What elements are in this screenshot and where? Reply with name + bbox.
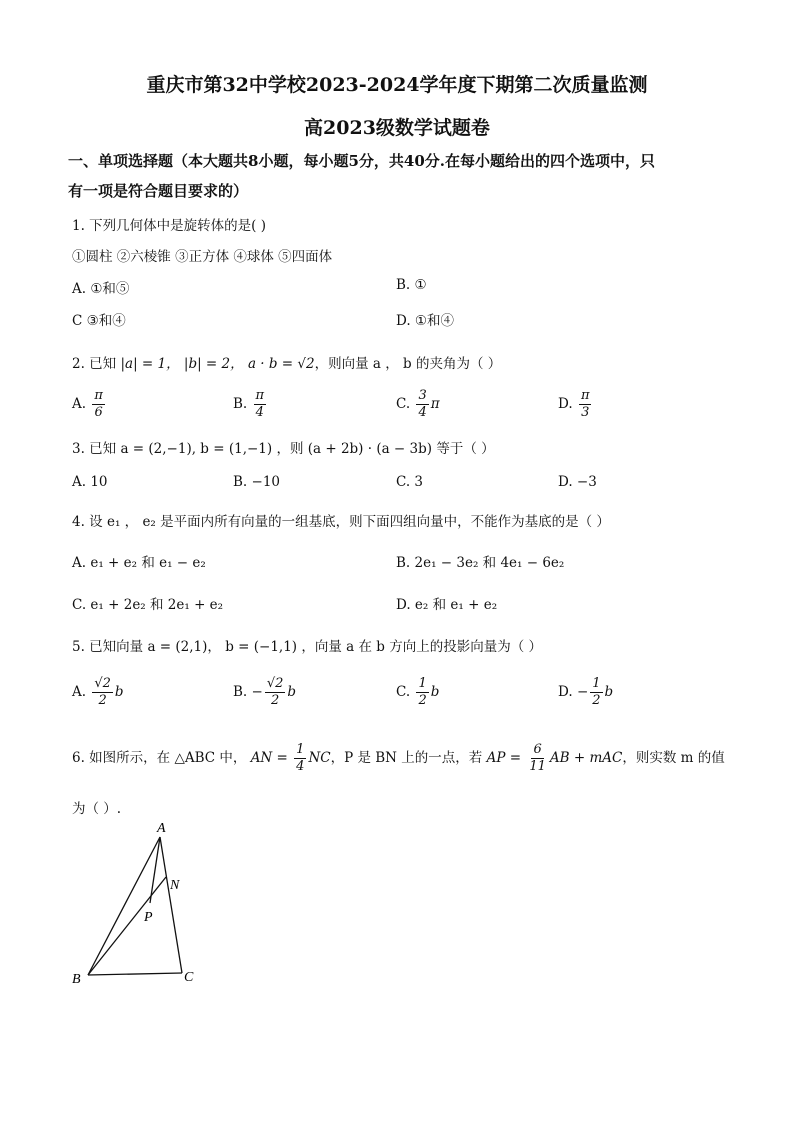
q2-b-num: π xyxy=(255,388,265,403)
q2-b-frac xyxy=(254,388,267,421)
q6-ab-tail: AB + mAC xyxy=(549,750,623,766)
q5-b-label: B. xyxy=(233,684,248,700)
q2-suffix: ，则向量 a ， b 的夹角为（ ） xyxy=(314,356,502,372)
side-bc xyxy=(88,973,182,975)
q5-d-tail: b xyxy=(604,684,614,700)
q2-c-den: 4 xyxy=(418,405,427,420)
q5-c-label: C. xyxy=(396,684,411,700)
q2-cond-a: |a| = 1， xyxy=(120,356,180,372)
q5-b-den: 2 xyxy=(270,693,280,708)
q2-c-num: 3 xyxy=(418,388,427,403)
q4-option-a: A. e₁ + e₂ 和 e₁ − e₂ xyxy=(72,555,206,571)
q6-part1: 6. 如图所示，在 △ABC 中， xyxy=(72,750,247,766)
q5-d-frac xyxy=(590,676,602,709)
side-ab xyxy=(88,837,160,975)
q5-b-frac xyxy=(265,676,286,709)
q3-option-c: C. 3 xyxy=(396,474,424,490)
q6-frac2-den: 11 xyxy=(529,759,546,774)
q5-option-b xyxy=(233,676,296,709)
q6-stem xyxy=(72,742,725,775)
q6-part3: ，则实数 m 的值 xyxy=(622,750,725,766)
q2-c-label: C. xyxy=(396,396,411,412)
q3-option-a: A. 10 xyxy=(72,474,108,490)
q2-d-label: D. xyxy=(558,396,573,412)
q6-frac2 xyxy=(527,742,548,775)
label-c: C xyxy=(184,970,194,985)
q1-option-b: B. ① xyxy=(396,277,427,293)
q4-stem: 4. 设 e₁ ， e₂ 是平面内所有向量的一组基底，则下面四组向量中，不能作为基底的是（ ） xyxy=(72,514,610,530)
q6-part2: ，P 是 BN 上的一点，若 xyxy=(330,750,483,766)
q2-c-tail: π xyxy=(430,396,440,412)
section-heading-line2: 有一项是符合题目要求的） xyxy=(68,182,249,200)
q3-option-b: B. −10 xyxy=(233,474,280,490)
q6-ap: AP = xyxy=(486,750,522,766)
triangle-figure xyxy=(60,815,220,995)
section-heading-line1: 一、单项选择题（本大题共8小题，每小题5分，共40分.在每小题给出的四个选项中，只 xyxy=(68,152,655,170)
q5-c-den: 2 xyxy=(418,693,427,708)
q5-b-num: √2 xyxy=(266,676,284,691)
q5-a-frac xyxy=(92,676,113,709)
side-ac xyxy=(160,837,182,973)
q5-c-tail: b xyxy=(430,684,440,700)
q5-b-sign: − xyxy=(251,684,263,700)
q2-a-num: π xyxy=(94,388,103,403)
q6-frac1-den: 4 xyxy=(296,759,305,774)
q5-option-d xyxy=(558,676,613,709)
q5-b-tail: b xyxy=(287,684,297,700)
triangle-lines xyxy=(88,837,182,975)
q2-prefix: 2. 已知 xyxy=(72,356,117,372)
q2-cond-dot: a · b = √2 xyxy=(247,356,315,372)
q5-a-tail: b xyxy=(114,684,124,700)
exam-title-line1: 重庆市第32中学校2023-2024学年度下期第二次质量监测 xyxy=(146,74,648,96)
q1-items: ①圆柱 ②六棱锥 ③正方体 ④球体 ⑤四面体 xyxy=(72,249,333,265)
q6-an: AN = xyxy=(250,750,288,766)
q5-d-den: 2 xyxy=(592,693,601,708)
q6-frac2-num: 6 xyxy=(533,742,542,757)
q2-a-den: 6 xyxy=(94,405,103,420)
q2-d-num: π xyxy=(580,388,590,403)
q2-a-label: A. xyxy=(72,396,87,412)
q2-b-label: B. xyxy=(233,396,248,412)
q1-option-c: C ③和④ xyxy=(72,313,126,329)
label-a: A xyxy=(157,821,166,836)
q2-option-c xyxy=(396,388,440,421)
q3-option-d: D. −3 xyxy=(558,474,597,490)
q2-option-a xyxy=(72,388,107,421)
q5-option-a xyxy=(72,676,124,709)
q5-d-sign: − xyxy=(576,684,589,700)
q4-option-b: B. 2e₁ − 3e₂ 和 4e₁ − 6e₂ xyxy=(396,555,565,571)
q2-stem xyxy=(72,352,501,372)
q5-a-label: A. xyxy=(72,684,87,700)
q1-option-d: D. ①和④ xyxy=(396,313,455,329)
q6-nc: NC xyxy=(308,750,331,766)
q5-a-den: 2 xyxy=(98,693,107,708)
label-b: B xyxy=(72,972,81,987)
q2-d-frac xyxy=(579,388,592,421)
q5-d-label: D. xyxy=(558,684,573,700)
q2-c-frac xyxy=(416,388,428,421)
q5-a-num: √2 xyxy=(94,676,111,691)
segment-bn xyxy=(88,877,166,975)
q2-b-den: 4 xyxy=(255,405,264,420)
exam-title-line2: 高2023级数学试题卷 xyxy=(304,117,490,139)
q2-cond-b: |b| = 2， xyxy=(183,356,244,372)
q5-c-num: 1 xyxy=(418,676,427,691)
q5-option-c xyxy=(396,676,439,709)
q6-line2: 为（ ）. xyxy=(72,801,122,817)
q4-option-c: C. e₁ + 2e₂ 和 2e₁ + e₂ xyxy=(72,597,224,613)
q1-option-a: A. ①和⑤ xyxy=(72,281,130,297)
q5-stem: 5. 已知向量 a = (2,1)， b = (−1,1) ，向量 a 在 b 方向上的投影向量为（ ） xyxy=(72,639,542,655)
q2-a-frac xyxy=(92,388,105,421)
label-n: N xyxy=(170,878,180,893)
label-p: P xyxy=(144,910,153,925)
q2-option-b xyxy=(233,388,268,421)
q4-option-d: D. e₂ 和 e₁ + e₂ xyxy=(396,597,498,613)
q5-c-frac xyxy=(416,676,428,709)
q2-option-d xyxy=(558,388,593,421)
q5-d-num: 1 xyxy=(592,676,601,691)
q6-frac1 xyxy=(294,742,306,775)
q6-frac1-num: 1 xyxy=(296,742,305,757)
q2-d-den: 3 xyxy=(581,405,590,420)
q1-stem: 1. 下列几何体中是旋转体的是( ) xyxy=(72,218,266,234)
q3-stem: 3. 已知 a = (2,−1), b = (1,−1) ，则 (a + 2b) · (a − 3b) 等于（ ） xyxy=(72,441,495,457)
